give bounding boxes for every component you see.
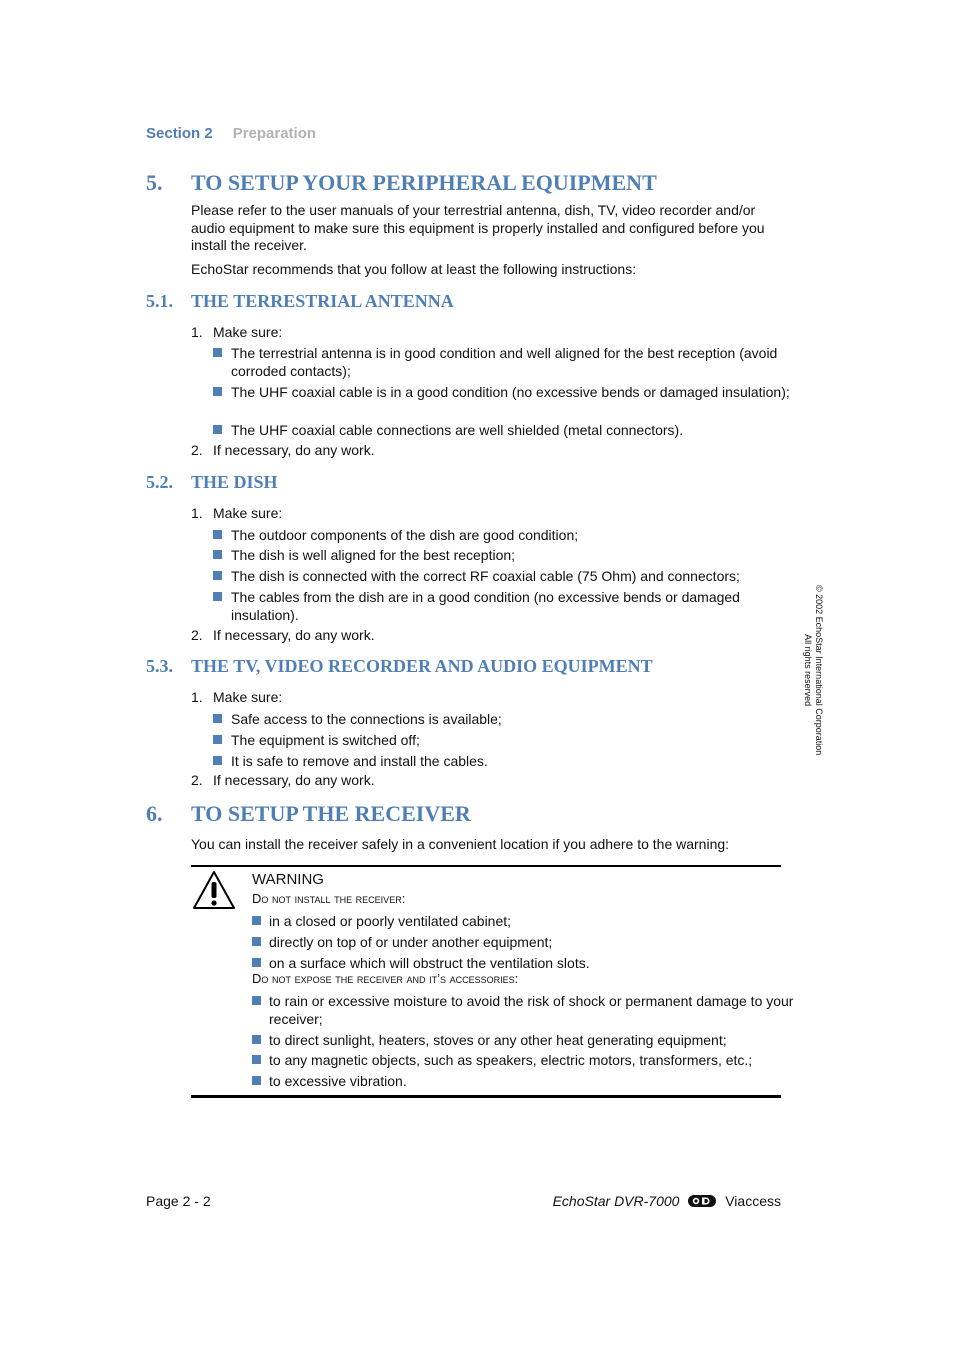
bullet-item: The dish is connected with the correct RF coaxial cable (75 Ohm) and connectors; [213,567,791,585]
heading-number: 6. [146,801,163,826]
list-number: 1. [191,505,203,521]
list-item [191,772,375,789]
paragraph: EchoStar recommends that you follow at least the following instructions: [191,261,637,277]
warning-item: to excessive vibration. [252,1072,795,1090]
list-item [191,324,282,341]
warning-item: to any magnetic objects, such as speakers, electric motors, transformers, etc.; [252,1051,795,1069]
list-item [191,627,375,644]
heading-text: THE DISH [191,472,278,492]
bullet-item: The equipment is switched off; [213,731,791,749]
bullet-item: The cables from the dish are in a good condition (no excessive bends or damaged insulation). [213,588,791,624]
footer-product [553,1193,781,1211]
warning-subheading: Do not expose the receiver and it’s accessories: [252,971,519,986]
copyright-line: © 2002 EchoStar International Corporation [814,585,824,756]
heading-text: TO SETUP YOUR PERIPHERAL EQUIPMENT [191,170,657,195]
heading-text: THE TV, VIDEO RECORDER AND AUDIO EQUIPMENT [191,656,653,676]
heading-number: 5.3. [146,656,173,676]
list-item [191,442,375,459]
warning-item: in a closed or poorly ventilated cabinet; [252,912,795,930]
heading-number: 5. [146,170,163,195]
list-text: Make sure: [213,324,283,340]
product-name: EchoStar DVR-7000 [552,1193,680,1209]
heading-5-1 [146,291,454,312]
list-text: If necessary, do any work. [213,627,375,643]
warning-item: to rain or excessive moisture to avoid the risk of shock or permanent damage to your receiver; [252,992,795,1028]
bullet-item: Safe access to the connections is available; [213,710,791,728]
heading-5 [146,170,657,196]
bullet-item: The UHF coaxial cable connections are well shielded (metal connectors). [213,421,791,439]
heading-text: THE TERRESTRIAL ANTENNA [191,291,454,311]
copyright-line: All rights reserved [803,634,813,707]
list-text: If necessary, do any work. [213,772,375,788]
bullet-item: It is safe to remove and install the cables. [213,752,791,770]
cd-logo-icon [687,1194,717,1211]
section-title: Preparation [232,125,317,142]
bullet-item: The outdoor components of the dish are good condition; [213,526,791,544]
list-text: Make sure: [213,689,283,705]
warning-top-rule [191,865,781,867]
bullet-item: The terrestrial antenna is in good condition and well aligned for the best reception (avoid corroded contacts); [213,344,791,380]
heading-number: 5.2. [146,472,173,492]
list-number: 2. [191,772,203,788]
warning-bottom-rule [191,1095,781,1098]
heading-5-3 [146,656,653,677]
heading-5-2 [146,472,278,493]
warning-item: to direct sunlight, heaters, stoves or any other heat generating equipment; [252,1031,795,1049]
bullet-item: The UHF coaxial cable is in a good condition (no excessive bends or damaged insulation); [213,383,791,401]
brand-name: Viaccess [725,1193,781,1209]
section-header [146,125,316,142]
heading-text: TO SETUP THE RECEIVER [191,801,471,826]
list-number: 2. [191,442,203,458]
warning-subheading: Do not install the receiver: [252,891,406,906]
list-item [191,505,282,522]
list-number: 1. [191,689,203,705]
list-text: If necessary, do any work. [213,442,375,458]
warning-item: on a surface which will obstruct the ventilation slots. [252,954,795,972]
list-number: 2. [191,627,203,643]
list-number: 1. [191,324,203,340]
page-number: Page 2 - 2 [146,1193,211,1209]
section-label: Section 2 [146,125,213,142]
list-item [191,689,282,706]
warning-title: WARNING [252,871,324,888]
warning-triangle-icon [192,870,236,915]
heading-6 [146,801,471,827]
paragraph: You can install the receiver safely in a convenient location if you adhere to the warning: [191,836,730,852]
paragraph: Please refer to the user manuals of your terrestrial antenna, dish, TV, video recorder and/or audio equipment to make sure this equipment is properly installed and configured before you install the receiver. [191,202,765,253]
bullet-item: The dish is well aligned for the best reception; [213,546,791,564]
heading-number: 5.1. [146,291,173,311]
warning-item: directly on top of or under another equipment; [252,933,795,951]
list-text: Make sure: [213,505,283,521]
